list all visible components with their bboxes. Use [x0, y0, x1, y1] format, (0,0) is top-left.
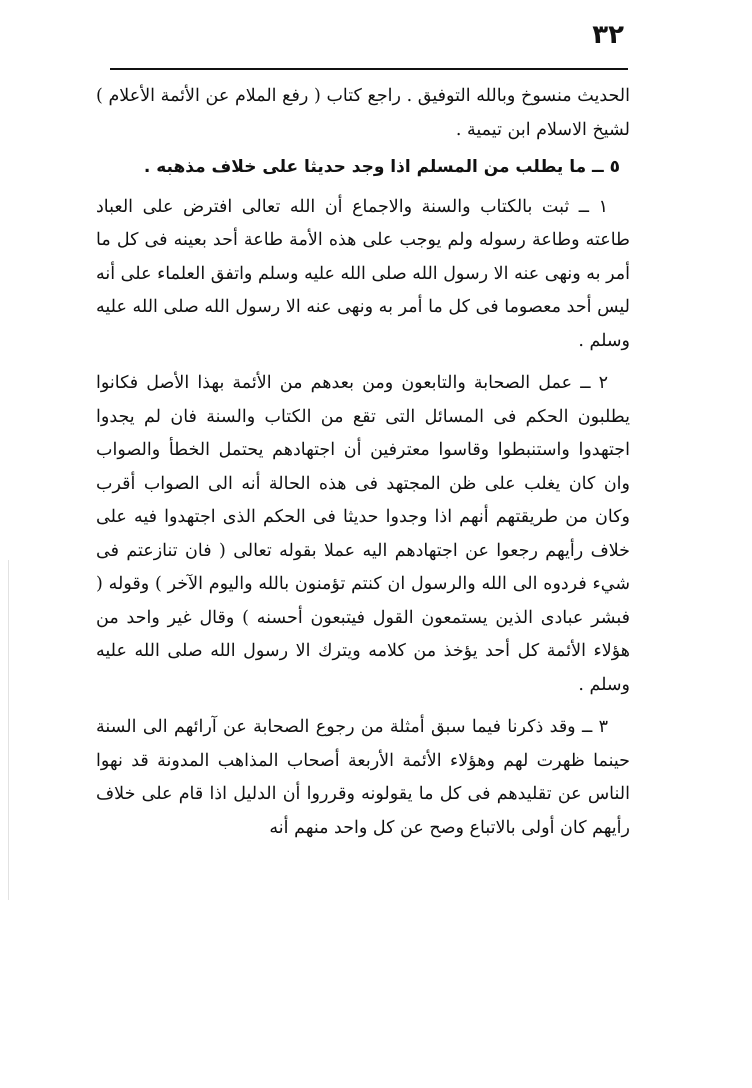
header-rule — [110, 68, 628, 70]
page-body — [96, 80, 630, 845]
continuation-paragraph: الحديث منسوخ وبالله التوفيق . راجع كتاب ( رفع الملام عن الأئمة الأعلام ) لشيخ الاسلام ابن تيمية . — [96, 86, 630, 140]
paragraph-3: ٣ ــ وقد ذكرنا فيما سبق أمثلة من رجوع الصحابة عن آرائهم الى السنة حينما ظهرت لهم وهؤلاء الأئمة الأربعة أصحاب المذاهب المدونة قد نهوا الناس عن تقليدهم فى كل ما يقولونه وقرروا أن الدليل اذا قام على خلاف رأيهم كان أولى بالاتباع وصح عن كل واحد منهم أنه — [96, 717, 630, 838]
paragraph-2: ٢ ــ عمل الصحابة والتابعون ومن بعدهم من الأئمة بهذا الأصل فكانوا يطلبون الحكم فى المسائل التى تقع من الكتاب والسنة فان لم يجدوا اجتهدوا واستنبطوا وقاسوا معترفين أن اجتهادهم يحتمل الخطأ والصواب وان كان يغلب على ظن المجتهد فى هذه الحالة أنه الى الصواب أقرب وكان من طريقتهم أنهم اذا وجدوا حديثا فى الحكم الذى اجتهدوا فيه على خلاف رأيهم رجعوا عن اجتهادهم اليه عملا بقوله تعالى ( فان تنازعتم فى شيء فردوه الى الله والرسول ان كنتم تؤمنون بالله واليوم الآخر ) وقوله ( فبشر عبادى الذين يستمعون القول فيتبعون أحسنه ) وقال غير واحد من هؤلاء الأئمة كل أحد يؤخذ من كلامه ويترك الا رسول الله صلى الله عليه وسلم . — [96, 373, 630, 695]
paragraph-1: ١ ــ ثبت بالكتاب والسنة والاجماع أن الله تعالى افترض على العباد طاعته وطاعة رسوله ولم يوجب على هذه الأمة طاعة أحد بعينه فى كل ما أمر به ونهى عنه الا رسول الله صلى الله عليه وسلم واتفق العلماء على أنه ليس أحد معصوما فى كل ما أمر به ونهى عنه الا رسول الله صلى الله عليه وسلم . — [96, 196, 630, 351]
scan-margin-line — [8, 560, 9, 900]
page-number: ٣٢ — [592, 20, 624, 50]
section-heading: ٥ ــ ما يطلب من المسلم اذا وجد حديثا على خلاف مذهبه . — [143, 157, 620, 177]
